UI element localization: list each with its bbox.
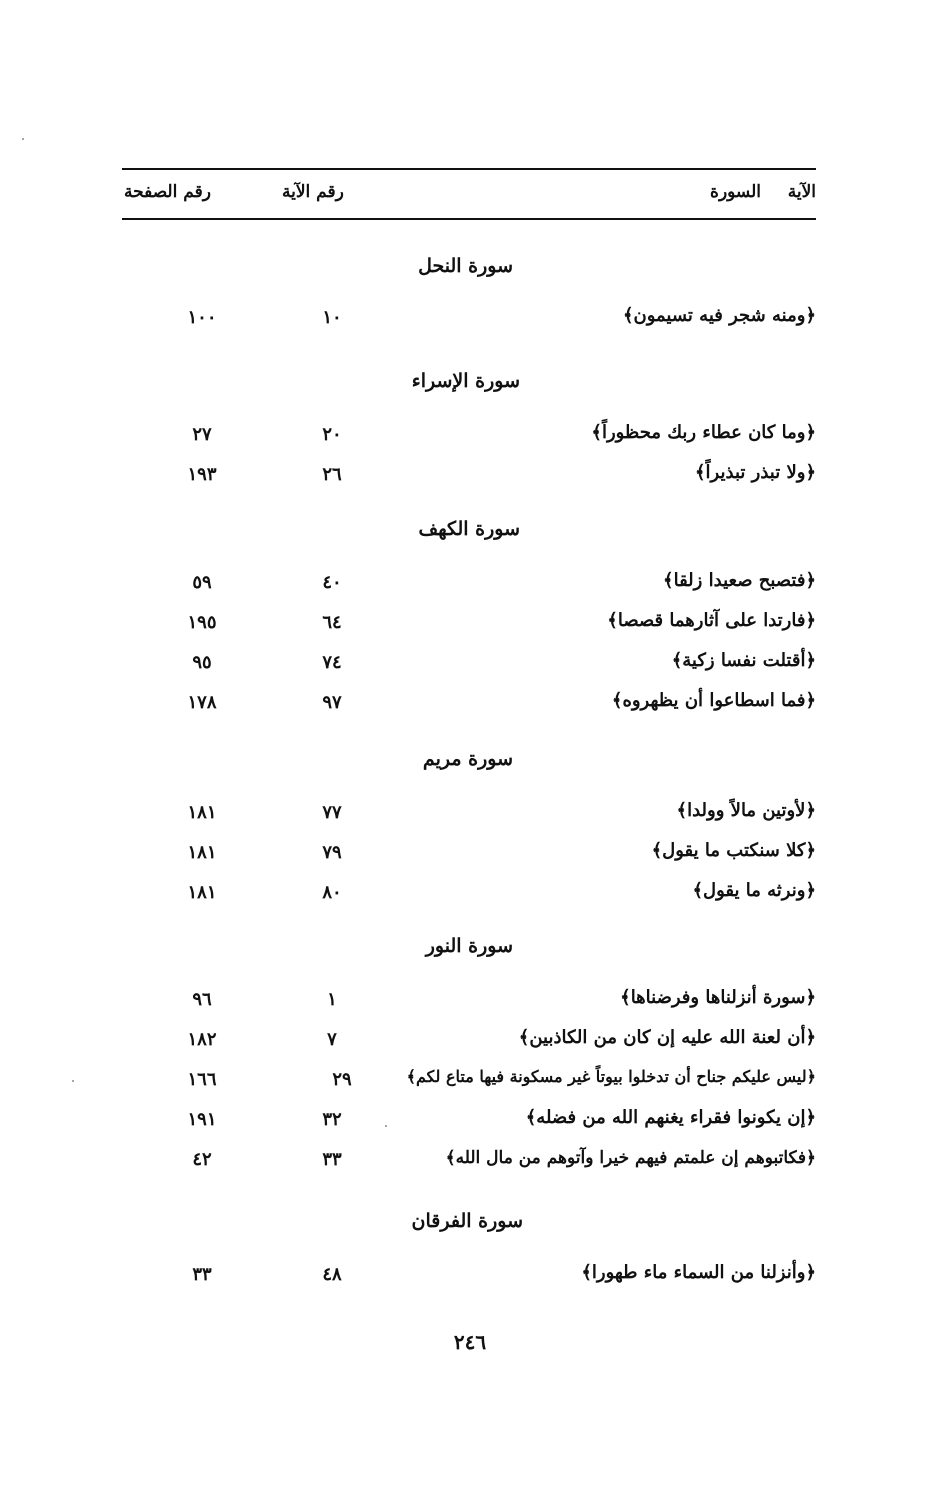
verse-text: ﴿أن لعنة الله عليه إن كان من الكاذبين﴾ [518, 1027, 816, 1048]
table-row [122, 648, 816, 682]
table-row [122, 1105, 816, 1139]
table-row [122, 838, 816, 872]
ayah-number: ٧٧ [322, 802, 342, 823]
page-number: ١٨٢ [187, 1029, 217, 1050]
scan-speck [22, 138, 24, 140]
scan-speck [385, 1125, 387, 1127]
table-row [122, 878, 816, 912]
ayah-number: ٤٠ [322, 572, 342, 593]
page-number: ١٨١ [187, 842, 217, 863]
verse-text: ﴿أقتلت نفسا زكية﴾ [671, 650, 816, 671]
table-row [122, 568, 816, 602]
header-page-number: رقم الصفحة [124, 182, 211, 202]
verse-text: ﴿ومنه شجر فيه تسيمون﴾ [622, 305, 816, 326]
page-number: ١٩٣ [187, 464, 217, 485]
surah-title-isra: سورة الإسراء [411, 370, 520, 392]
table-row [122, 1065, 816, 1099]
surah-title-kahf: سورة الكهف [418, 518, 520, 540]
page-number: ١٧٨ [187, 692, 217, 713]
verse-text: ﴿وما كان عطاء ربك محظوراً﴾ [591, 422, 816, 443]
page-number: ٩٦ [192, 989, 212, 1010]
ayah-number: ٣٢ [322, 1109, 342, 1130]
page-number: ٩٥ [192, 652, 212, 673]
ayah-number: ١ [327, 989, 337, 1010]
ayah-number: ٤٨ [322, 1264, 342, 1285]
verse-text: ﴿فكاتبوهم إن علمتم فيهم خيرا وآتوهم من مال الله﴾ [445, 1148, 816, 1168]
ayah-number: ٨٠ [322, 882, 342, 903]
header-verse: الآية [787, 182, 816, 202]
header-surah: السورة [710, 182, 761, 202]
page-number: ٢٧ [192, 424, 212, 445]
page-number: ٣٣ [192, 1264, 212, 1285]
ayah-number: ٧ [327, 1029, 337, 1050]
ayah-number: ١٠ [322, 307, 342, 328]
page-number: ١٩٥ [187, 612, 217, 633]
header-ayah-number: رقم الآية [282, 182, 344, 202]
ayah-number: ٢٩ [332, 1069, 352, 1090]
verse-text: ﴿فما اسطاعوا أن يظهروه﴾ [611, 690, 816, 711]
page-number: ٥٩ [192, 572, 212, 593]
verse-text: ﴿فتصبح صعيدا زلقا﴾ [663, 570, 816, 591]
surah-title-furqan: سورة الفرقان [411, 1210, 523, 1232]
table-row [122, 420, 816, 454]
verse-text: ﴿فارتدا على آثارهما قصصا﴾ [607, 610, 816, 631]
surah-title-nur: سورة النور [425, 935, 513, 957]
verse-text: ﴿ونرثه ما يقول﴾ [692, 880, 816, 901]
table-row [122, 985, 816, 1019]
scan-speck [72, 1080, 74, 1082]
surah-title-maryam: سورة مريم [422, 748, 513, 770]
verse-text: ﴿لأوتين مالاً وولدا﴾ [676, 800, 816, 821]
ayah-number: ٩٧ [322, 692, 342, 713]
header-top-rule [122, 168, 816, 170]
surah-title-nahl: سورة النحل [418, 255, 513, 277]
table-row [122, 688, 816, 722]
ayah-number: ٢٦ [322, 464, 342, 485]
table-header [122, 178, 816, 212]
page-number: ١٨١ [187, 802, 217, 823]
page-number: ١٠٠ [187, 307, 217, 328]
verse-text: ﴿ولا تبذر تبذيراً﴾ [695, 462, 816, 483]
table-row [122, 460, 816, 494]
verse-text: ﴿وأنزلنا من السماء ماء طهورا﴾ [581, 1262, 816, 1283]
verse-text: ﴿ليس عليكم جناح أن تدخلوا بيوتاً غير مسكونة فيها متاع لكم﴾ [406, 1067, 816, 1086]
table-row [122, 1145, 816, 1179]
folio-page-number: ٢٤٦ [453, 1330, 487, 1354]
ayah-number: ٧٤ [322, 652, 342, 673]
table-row [122, 1025, 816, 1059]
page-number: ١٦٦ [187, 1069, 217, 1090]
verse-text: ﴿إن يكونوا فقراء يغنهم الله من فضله﴾ [525, 1107, 816, 1128]
table-row [122, 798, 816, 832]
verse-text: ﴿سورة أنزلناها وفرضناها﴾ [620, 987, 816, 1008]
ayah-number: ٣٣ [322, 1149, 342, 1170]
verse-text: ﴿كلا سنكتب ما يقول﴾ [651, 840, 816, 861]
ayah-number: ٧٩ [322, 842, 342, 863]
page-number: ٤٢ [192, 1149, 212, 1170]
ayah-number: ٢٠ [322, 424, 342, 445]
page-number: ١٨١ [187, 882, 217, 903]
table-row [122, 608, 816, 642]
page-number: ١٩١ [187, 1109, 217, 1130]
table-row [122, 303, 816, 337]
header-bottom-rule [122, 218, 816, 220]
table-row [122, 1260, 816, 1294]
ayah-number: ٦٤ [322, 612, 342, 633]
